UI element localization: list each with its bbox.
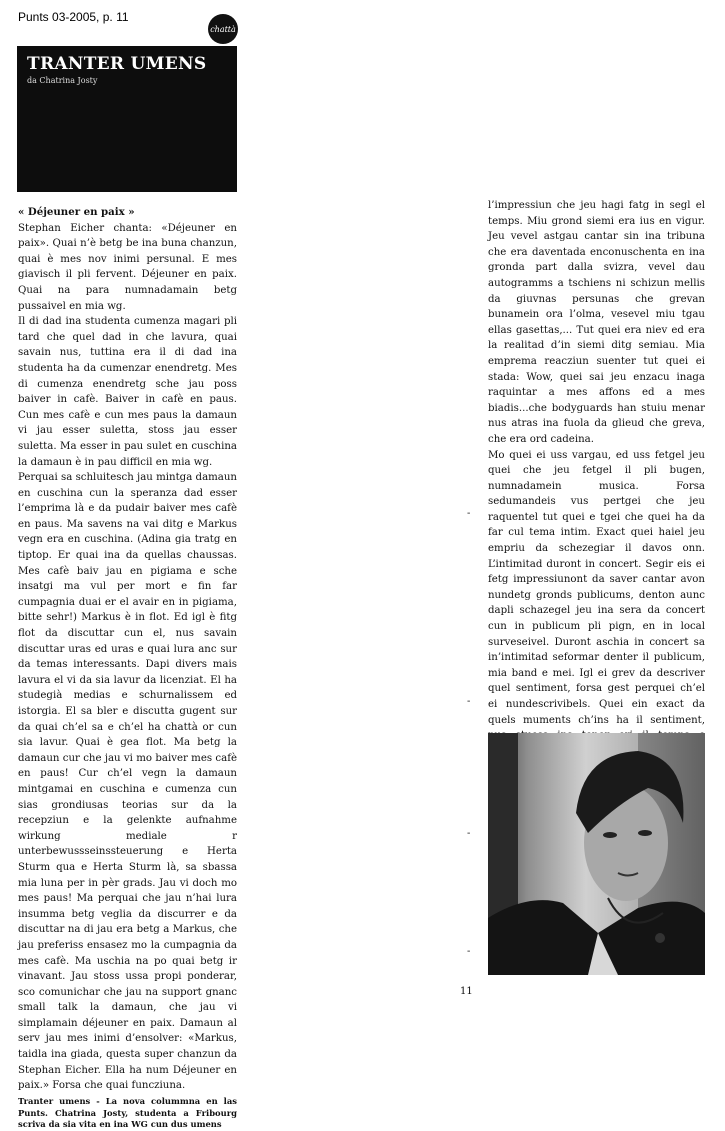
column-title: TRANTER UMENS [27,54,207,74]
paragraph: Il di dad ina studenta cumenza magari pli tard che quel dad in che lavura, quai savain nus, tuttina era il di dad ina studenta ha da cumenzar enendretg. Mes di cumenza enendretg sche jau poss baiver in cafè. Baiver in cafè en paus. Cun mes cafè e cun mes paus la damaun vi jau esser suletta, stoss jau esser suletta. Ma esser in pau sulet en cuschina la damaun è in pau difficil en mia wg. [18,316,237,468]
margin-mark: - [467,696,471,707]
margin-mark: - [467,508,471,519]
author-note: Tranter umens - La nova colummna en las Punts. Chatrina Josty, studenta a Fribourg scriva da sia vita en ina WG cun dus umens [18,1095,237,1130]
paragraph: l’impressiun che jeu hagi fatg in segl el temps. Miu grond siemi era ius en vigur. Jeu vevel astgau cantar sin ina tribuna che era daventada enconuschenta en ina gronda part dalla svizra, vevel dau autogramms a tschiens ni schizun mellis da giuvnas persunas che grevan bunamein ora l’olma, vesevel miu tgau ellas gasettas,... Tut quei era niev ed era la realitad d’in siemi ditg semiau. Mia empremа reacziun suenter tut quei ei stada: Wow, quei sai jeu enzacu inaga raquintar a mes affons ed a mes biadis...che bodyguards han stuiu menar nus atras ina fuola da glieud che greva, che era ord cadeina. [488,200,705,445]
page-header: Punts 03-2005, p. 11 [18,10,129,24]
paragraph: Mo quei ei uss vargau, ed uss fetgel jeu quei che jeu fetgel il pli bugen, numnadamein musica. Forsa sedumandeis vus pertgei che jeu raquentel tut quei e tgei che quei ha da far cul tema intim. Exact quei haiel jeu empriu da schezegiar il davos onn. L’intimitad duront in concert. Segir eis ei fetg impressiunont da saver cantar avon nundetg gronds publicums, denton aunc dapli schazegel jeu ina sera da concert cun in publicum pli pign, en in local surveseivel. Duront aschia in concert sa in’intimitad seformar denter il publicum, mia band e mei. Igl ei grev da descriver quel sentiment, forsa gest perquei ch’el ei nundescrivibels. Quei ein exact da quels muments ch’ins ha il sentiment, [488,449,705,726]
chatta-logo-icon: chattà [208,14,238,44]
left-column [18,205,237,1131]
article-subtitle: « Déjeuner en paix » [18,206,135,218]
paragraph: Perquai sa schluitesch jau mintga damaun en cuschina cun la speranza dad esser l’emprima là e da pudair baiver mes cafè en paus. Ma savens na vai ditg e Markus vegn era en cuschina. (Adina gia tratg en tiptop. Er quai ina da quellas chaussas. Mes cafè baiv jau en pigiama e sche insatgi ma vul per mort e fin far cumpagnia duai er el avair en in pigiama, bitte sehr!) Markus è in flot. Ed igl è fitg flot da discuttar cun el, nus savain discuttar uras ed uras e quai lura anc sur da temas interessants. Dapi divers mais lavura el vi da sia lavur da licenziat. El ha studegià medias e schurnalissem ed istorgia. El sa bler e discutta gugent sur da quai ch’el sa e ch’el ha chattà or cun sia lavur. Quai è gea flot. Ma betg la damaun cur che jau vi mo baiver mes cafè en paus! Cur ch’el vegn la damaun mintgamai en cuschina e cumenza cun sias grondiusas teorias sur da la recepziun e la gelenkte aufnahme wirkung mediale r unterbewussseinssteuerung e Herta Sturm qua e Herta Sturm là, sa sbassa mia luna per in pèr grads. Jau vi doch mo mes paus! Ma perquai che jau n’hai lura insumma betg veglia da discurrer e da discuttar na di jau era betg a Markus, che jau preferiss ensasez mo la cumpagnia da mes cafè. Ma uschia na po quai betg ir vinavant. Jau stoss ussa propi ponderar, sco comunichar che jau na support gnanc small talk la damaun, che jau vi simplamain déjeuner en paix. Damaun al serv jau mes inimi d’ensolver: «Markus, taidla ina giada, questa super chanzun da Stephan Eicher. Ella ha num Déjeuner en paix.» Forsa che quai funcziuna. [18,472,237,1092]
margin-mark: - [467,946,471,957]
portrait-photo [488,733,705,975]
paragraph: Stephan Eicher chanta: «Déjeuner en paix». Quai n’è betg be ina buna chanzun, quai è mes nov inimi persunal. E mes giavisch il pli fervent. Déjeuner en paix. Quai na para numnadamain betg pussaivel en mia wg. [18,222,237,312]
title-banner [17,46,237,192]
page-number: 11 [460,986,473,997]
portrait-illustration [488,733,705,975]
margin-mark: - [467,828,471,839]
column-author: da Chatrina Josty [27,76,98,85]
